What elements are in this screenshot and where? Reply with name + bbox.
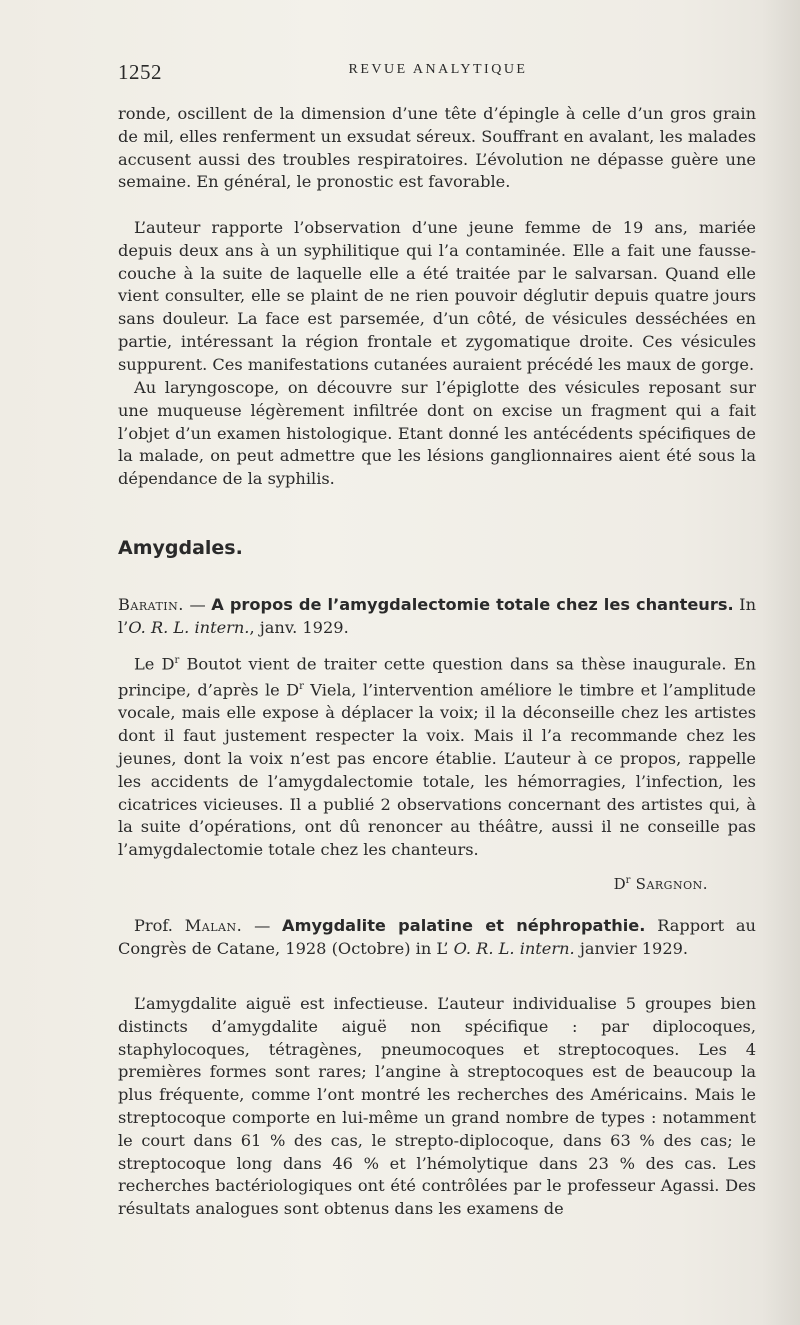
- reference-author: Baratin.: [118, 595, 184, 614]
- paragraph-observation: L’auteur rapporte l’observation d’une jeune femme de 19 ans, mariée depuis deux ans à un syphilitique qui l’a contaminée. Elle a fait une fausse-couche à la suite de laquelle elle a été traitée par le salvarsan. Quand elle vient consulter, elle se plaint de ne rien pouvoir déglutir depuis quatre jours sans douleur. La face est parsemée, d’un côté, de vésicules desséchées en partie, intéressant la région frontale et zygomatique droite. Ces vésicules suppurent. Ces manifestations cutanées auraient précédé les maux de gorge.: [118, 218, 756, 374]
- section-title: Amygdales.: [118, 537, 243, 559]
- page-gutter-shadow: [762, 0, 800, 1325]
- reference-baratin: [118, 594, 756, 640]
- reference-prefix: Prof.: [134, 916, 185, 935]
- reference-dash: —: [183, 595, 212, 614]
- text-segment: Boutot vient de traiter cette question dans sa thèse inaugurale. En principe, d’après le D: [118, 654, 756, 700]
- reference-journal: O. R. L. intern.: [453, 938, 575, 958]
- reference-source-pre: In l’: [118, 595, 756, 637]
- reference-author: Malan.: [184, 916, 243, 935]
- reference-source-post: janvier 1929.: [574, 938, 689, 958]
- paragraph-boutot: [118, 650, 756, 862]
- reference-title: Amygdalite palatine et néphropathie.: [282, 916, 646, 935]
- signature-prefix: D: [613, 875, 626, 893]
- text-segment: Le D: [134, 654, 175, 674]
- paragraph-laryngoscope: Au laryngoscope, on découvre sur l’épiglotte des vésicules reposant sur une muqueuse légèrement infiltrée dont on excise un fragment qui a fait l’objet d’un examen histologique. Etant donné les antécédents spécifiques de la malade, on peut admettre que les lésions ganglionnaires aient été sous la dépendance de la syphilis.: [118, 378, 756, 489]
- page-header: [118, 60, 758, 90]
- reference-malan: [118, 915, 756, 961]
- superscript: r: [299, 681, 304, 693]
- signature: [614, 875, 708, 893]
- running-title: REVUE ANALYTIQUE: [348, 62, 528, 77]
- reference-source-pre: Rapport au Congrès de Catane, 1928 (Octobre) in L’: [118, 916, 756, 958]
- reference-source-post: , janv. 1929.: [249, 617, 349, 637]
- reference-dash: —: [242, 916, 283, 935]
- paragraph-amygdalite: L’amygdalite aiguë est infectieuse. L’auteur individualise 5 groupes bien distincts d’amygdalite aiguë non spécifique : par diplocoques, staphylocoques, tétragènes, pneumocoques et streptocoques. Les 4 premières formes sont rares; l’angine à streptocoques est de beaucoup la plus fréquente, comme l’ont montré les recherches des Américains. Mais le streptocoque comporte en lui-même un grand nombre de types : notamment le court dans 61 % des cas, le strepto-diplocoque, dans 63 % des cas; le streptocoque long dans 46 % et l’hémolytique dans 23 % des cas. Les recherches bactériologiques ont été contrôlées par le professeur Agassi. Des résultats analogues sont obtenus dans les examens de: [118, 994, 756, 1219]
- text-segment: Viela, l’intervention améliore le timbre et l’amplitude vocale, mais elle expose à déplacer la voix; il la déconseille chez les artistes dont il faut justement respecter la voix. Mais il l’a recommande chez les jeunes, dont la voix n’est pas encore établie. L’auteur à ce propos, rappelle les accidents de l’amygdalectomie totale, les hémorragies, l’infection, les cicatrices vicieuses. Il a publié 2 observations concernant des artistes qui, à la suite d’opérations, ont dû renoncer au théâtre, aussi il ne conseille pas l’amygdalectomie totale chez les chanteurs.: [118, 680, 756, 860]
- superscript: r: [625, 875, 631, 886]
- paragraph-continuation: ronde, oscillent de la dimension d’une tête d’épingle à celle d’un gros grain de mil, elles renferment un exsudat séreux. Souffrant en avalant, les malades accusent aussi des troubles respiratoires. L’évolution ne dépasse guère une semaine. En général, le pronostic est favorable.: [118, 104, 756, 192]
- reference-journal: O. R. L. intern.: [128, 617, 250, 637]
- superscript: r: [174, 655, 180, 666]
- signature-name: Sargnon.: [630, 875, 708, 893]
- page-number: 1252: [118, 60, 162, 84]
- reference-title: A propos de l’amygdalectomie totale chez les chanteurs.: [211, 595, 734, 614]
